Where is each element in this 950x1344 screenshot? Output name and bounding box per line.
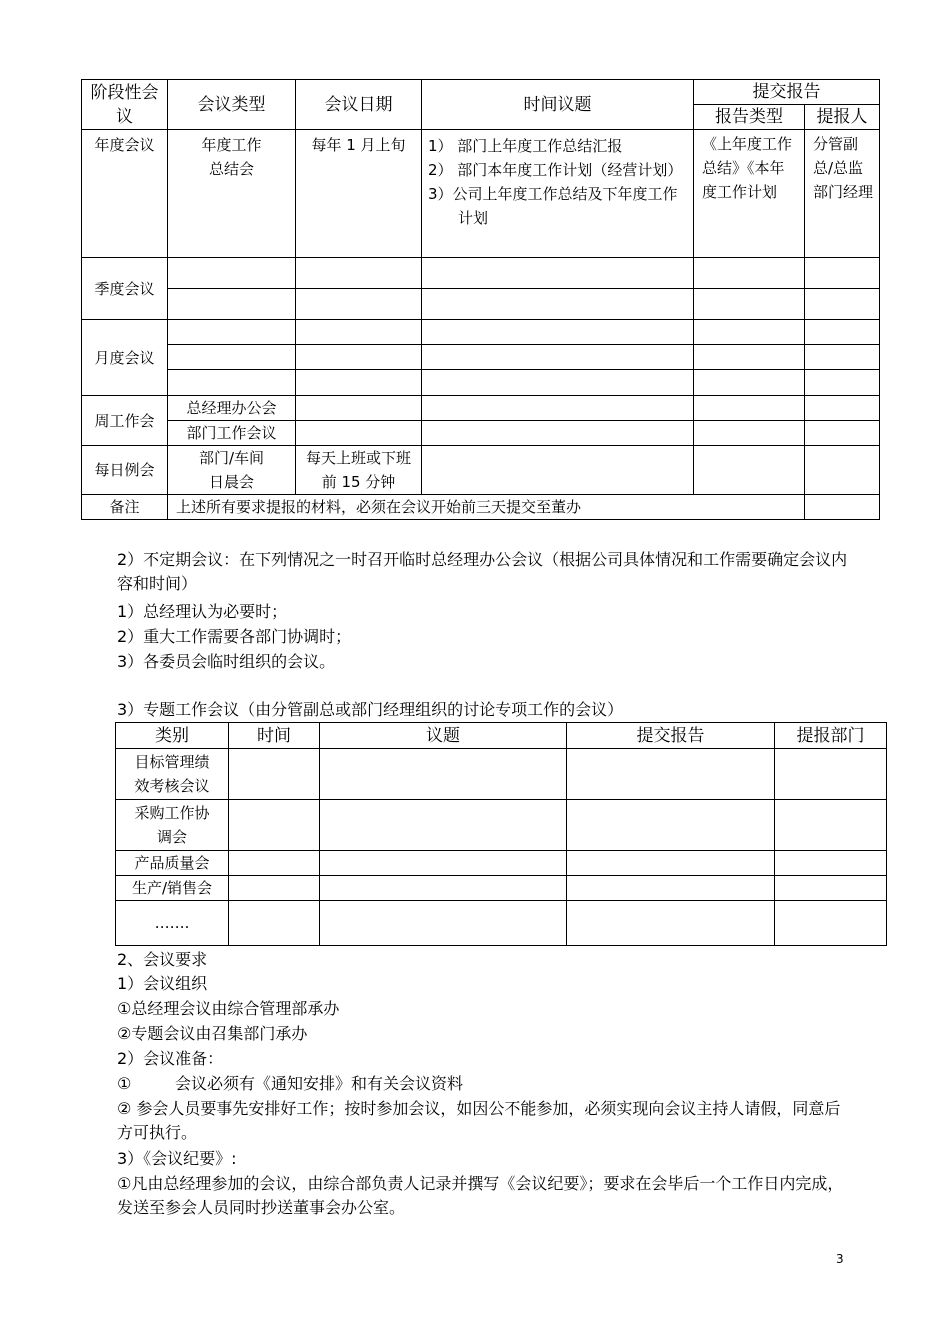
org-title: 1）会议组织 xyxy=(117,974,208,993)
weekly-stage: 周工作会 xyxy=(82,396,168,446)
table-row-category: ……. xyxy=(116,901,229,946)
org-item: ①总经理会议由综合管理部承办 xyxy=(117,999,340,1018)
header-stage: 阶段性会议 xyxy=(82,80,168,130)
weekly-type-gm-office: 总经理办公会 xyxy=(168,396,296,421)
daily-date: 每天上班或下班前 15 分钟 xyxy=(296,446,422,495)
annual-agenda xyxy=(422,130,694,258)
prep-item-marker: ① xyxy=(117,1074,132,1093)
org-item: ②专题会议由召集部门承办 xyxy=(117,1024,308,1043)
page-number: 3 xyxy=(836,1252,844,1266)
quarterly-stage: 季度会议 xyxy=(82,258,168,320)
header-agenda: 时间议题 xyxy=(422,80,694,130)
header-meeting-type: 会议类型 xyxy=(168,80,296,130)
weekly-type-dept: 部门工作会议 xyxy=(168,421,296,446)
irregular-item: 1）总经理认为必要时； xyxy=(117,602,288,621)
prep-item: ② 参会人员要事先安排好工作；按时参加会议，如因公不能参加，必须实现向会议主持人请假，同意后方可执行。 xyxy=(117,1099,841,1142)
header-meeting-date: 会议日期 xyxy=(296,80,422,130)
special-meeting-table xyxy=(115,722,887,946)
header-report-type: 报告类型 xyxy=(694,105,805,130)
header-topic: 议题 xyxy=(320,723,567,749)
irregular-item: 3）各委员会临时组织的会议。 xyxy=(117,652,336,671)
header-category: 类别 xyxy=(116,723,229,749)
remark-text: 上述所有要求提报的材料，必须在会议开始前三天提交至董办 xyxy=(168,495,805,520)
meeting-schedule-table xyxy=(81,79,880,520)
daily-type: 部门/车间日晨会 xyxy=(168,446,296,495)
minutes-item: ①凡由总经理参加的会议，由综合部负责人记录并撰写《会议纪要》；要求在会毕后一个工作日内完成，发送至参会人员同时抄送董事会办公室。 xyxy=(117,1174,844,1217)
agenda-item: 2） 部门本年度工作计划（经营计划） xyxy=(428,161,683,179)
requirements-title: 2、会议要求 xyxy=(117,950,208,969)
header-time: 时间 xyxy=(229,723,320,749)
table-row-category: 目标管理绩效考核会议 xyxy=(116,749,229,800)
annual-report-type: 《上年度工作总结》《本年度工作计划 xyxy=(694,130,805,258)
table-row-category: 产品质量会 xyxy=(116,851,229,876)
agenda-item: 3）公司上年度工作总结及下年度工作计划 xyxy=(428,185,678,227)
remark-label: 备注 xyxy=(82,495,168,520)
header-dept: 提报部门 xyxy=(775,723,887,749)
table-row-category: 采购工作协调会 xyxy=(116,800,229,851)
special-meetings-title: 3）专题工作会议（由分管副总或部门经理组织的讨论专项工作的会议） xyxy=(117,700,624,719)
minutes-title: 3）《会议纪要》: xyxy=(117,1149,237,1168)
irregular-item: 2）重大工作需要各部门协调时； xyxy=(117,627,352,646)
monthly-stage: 月度会议 xyxy=(82,320,168,396)
prep-item-text: 会议必须有《通知安排》和有关会议资料 xyxy=(175,1074,464,1093)
header-report: 提交报告 xyxy=(567,723,775,749)
annual-type: 年度工作总结会 xyxy=(168,130,296,258)
header-reporter: 提报人 xyxy=(805,105,880,130)
header-submit-report: 提交报告 xyxy=(694,80,880,105)
table-row-category: 生产/销售会 xyxy=(116,876,229,901)
prep-item xyxy=(117,1072,463,1096)
agenda-item: 1） 部门上年度工作总结汇报 xyxy=(428,137,623,155)
annual-reporter: 分管副总/总监部门经理 xyxy=(805,130,880,258)
daily-stage: 每日例会 xyxy=(82,446,168,495)
prep-title: 2）会议准备： xyxy=(117,1049,224,1068)
irregular-meetings-title: 2）不定期会议：在下列情况之一时召开临时总经理办公会议（根据公司具体情况和工作需要确定会议内容和时间） xyxy=(117,550,848,593)
annual-stage: 年度会议 xyxy=(82,130,168,258)
annual-date: 每年 1 月上旬 xyxy=(296,130,422,258)
